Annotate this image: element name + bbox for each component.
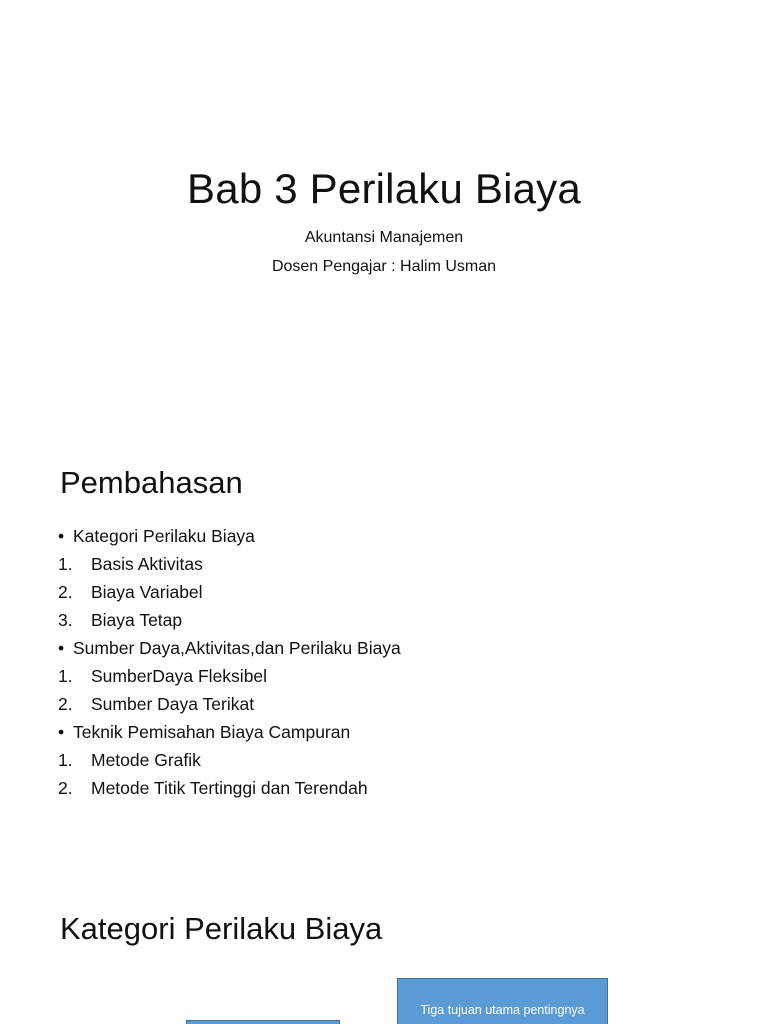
list-item [58,720,401,748]
list-item [58,552,401,580]
list-marker: • [58,638,65,658]
list-item-text: Kategori Perilaku Biaya [73,526,255,546]
list-item [58,524,401,552]
subtitle-lecturer: Dosen Pengajar : Halim Usman [271,258,497,275]
list-marker: • [58,526,65,546]
list-item-text: Sumber Daya Terikat [91,694,255,714]
list-item [58,580,401,608]
list-item [58,608,401,636]
list-item-text: Basis Aktivitas [91,554,203,574]
list-marker: 2. [58,582,73,602]
diagram-box-text: Tiga tujuan utama pentingnya [420,1003,585,1017]
list-item [58,692,401,720]
slide-title [0,0,768,432]
outline-heading: Pembahasan [60,465,243,500]
cost-behavior-heading: Kategori Perilaku Biaya [60,911,383,946]
list-item-text: Biaya Tetap [91,610,183,630]
slide-cost-behavior [0,864,768,1024]
list-marker: 1. [58,554,73,574]
list-item-text: Teknik Pemisahan Biaya Campuran [73,722,351,742]
list-marker: 1. [58,666,73,686]
list-marker: 2. [58,778,73,798]
list-item [58,636,401,664]
list-item [58,748,401,776]
list-item-text: Metode Titik Tertinggi dan Terendah [91,778,368,798]
list-item [58,776,401,804]
list-marker: 1. [58,750,73,770]
list-item-text: Sumber Daya,Aktivitas,dan Perilaku Biaya [73,638,401,658]
list-item-text: SumberDaya Fleksibel [91,666,268,686]
list-marker: 3. [58,610,73,630]
list-marker: 2. [58,694,73,714]
outline-list [58,524,401,804]
subtitle-course: Akuntansi Manajemen [304,229,464,246]
list-item-text: Biaya Variabel [91,582,203,602]
list-item-text: Metode Grafik [91,750,201,770]
list-marker: • [58,722,65,742]
slide-title-text: Bab 3 Perilaku Biaya [187,165,581,212]
diagram-box-main [397,978,608,1024]
slide-outline [0,432,768,864]
diagram-box-secondary [186,1020,340,1024]
list-item [58,664,401,692]
